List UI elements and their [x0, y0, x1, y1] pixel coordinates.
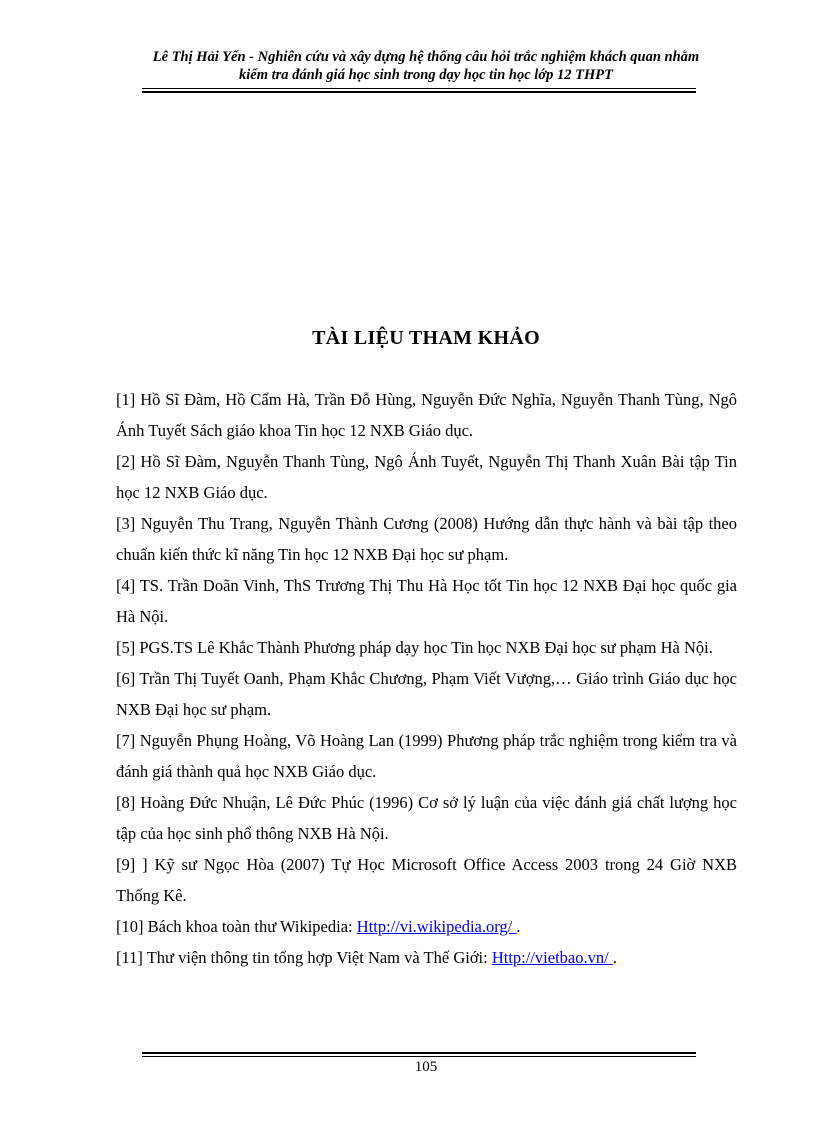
reference-text: [3] Nguyễn Thu Trang, Nguyễn Thành Cương (2008) Hướng dẫn thực hành và bài tập theo chuẩn kiến thức kĩ năng Tin học 12 NXB Đại học sư phạm.: [116, 514, 737, 564]
reference-text: [6] Trần Thị Tuyết Oanh, Phạm Khắc Chương, Phạm Viết Vượng,… Giáo trình Giáo dục học NXB Đại học sư phạm.: [116, 669, 737, 719]
reference-item: [116, 911, 737, 942]
vietbao-link[interactable]: Http://vietbao.vn/: [491, 948, 613, 967]
reference-suffix: .: [516, 917, 521, 936]
reference-text: [5] PGS.TS Lê Khắc Thành Phương pháp dạy học Tin học NXB Đại học sư phạm Hà Nội.: [116, 638, 713, 657]
reference-item: [116, 787, 737, 849]
wikipedia-link[interactable]: Http://vi.wikipedia.org/: [356, 917, 517, 936]
reference-suffix: .: [612, 948, 617, 967]
page-title: TÀI LIỆU THAM KHẢO: [312, 327, 540, 349]
reference-item: [116, 384, 737, 446]
running-header-line-1: Lê Thị Hải Yến - Nghiên cứu và xây dựng hệ thống câu hỏi trắc nghiệm khách quan nhằm: [152, 49, 700, 65]
footer-rule-thin: [142, 1056, 696, 1057]
reference-list: [116, 384, 737, 973]
reference-item: [116, 849, 737, 911]
reference-text: [1] Hồ Sĩ Đàm, Hồ Cẩm Hà, Trần Đỗ Hùng, Nguyễn Đức Nghĩa, Nguyễn Thanh Tùng, Ngô Ánh Tuyết Sách giáo khoa Tin học 12 NXB Giáo dục.: [116, 390, 737, 440]
reference-item: [116, 942, 737, 973]
reference-text: [2] Hồ Sĩ Đàm, Nguyễn Thanh Tùng, Ngô Ánh Tuyết, Nguyễn Thị Thanh Xuân Bài tập Tin học 12 NXB Giáo dục.: [116, 452, 737, 502]
reference-item: [116, 508, 737, 570]
reference-item: [116, 632, 737, 663]
reference-item: [116, 570, 737, 632]
running-header-line-2: kiểm tra đánh giá học sinh trong dạy học tin học lớp 12 THPT: [239, 67, 613, 83]
reference-text: [7] Nguyễn Phụng Hoàng, Võ Hoàng Lan (1999) Phương pháp trắc nghiệm trong kiểm tra và đánh giá thành quả học NXB Giáo dục.: [116, 731, 737, 781]
reference-text: [10] Bách khoa toàn thư Wikipedia:: [116, 917, 357, 936]
running-header: [100, 48, 752, 84]
reference-item: [116, 725, 737, 787]
reference-item: [116, 446, 737, 508]
header-rule-thick: [142, 91, 696, 93]
page-number: 105: [414, 1059, 438, 1075]
reference-text: [4] TS. Trần Doãn Vinh, ThS Trương Thị Thu Hà Học tốt Tin học 12 NXB Đại học quốc gia Hà Nội.: [116, 576, 737, 626]
reference-item: [116, 663, 737, 725]
reference-text: [11] Thư viện thông tin tổng hợp Việt Nam và Thế Giới:: [116, 948, 492, 967]
reference-text: [9] ] Kỹ sư Ngọc Hòa (2007) Tự Học Microsoft Office Access 2003 trong 24 Giờ NXB Thống Kê.: [116, 855, 737, 905]
reference-text: [8] Hoàng Đức Nhuận, Lê Đức Phúc (1996) Cơ sở lý luận của việc đánh giá chất lượng học tập của học sinh phổ thông NXB Hà Nội.: [116, 793, 737, 843]
footer-rule-thick: [142, 1052, 696, 1054]
header-rule-thin: [142, 88, 696, 89]
